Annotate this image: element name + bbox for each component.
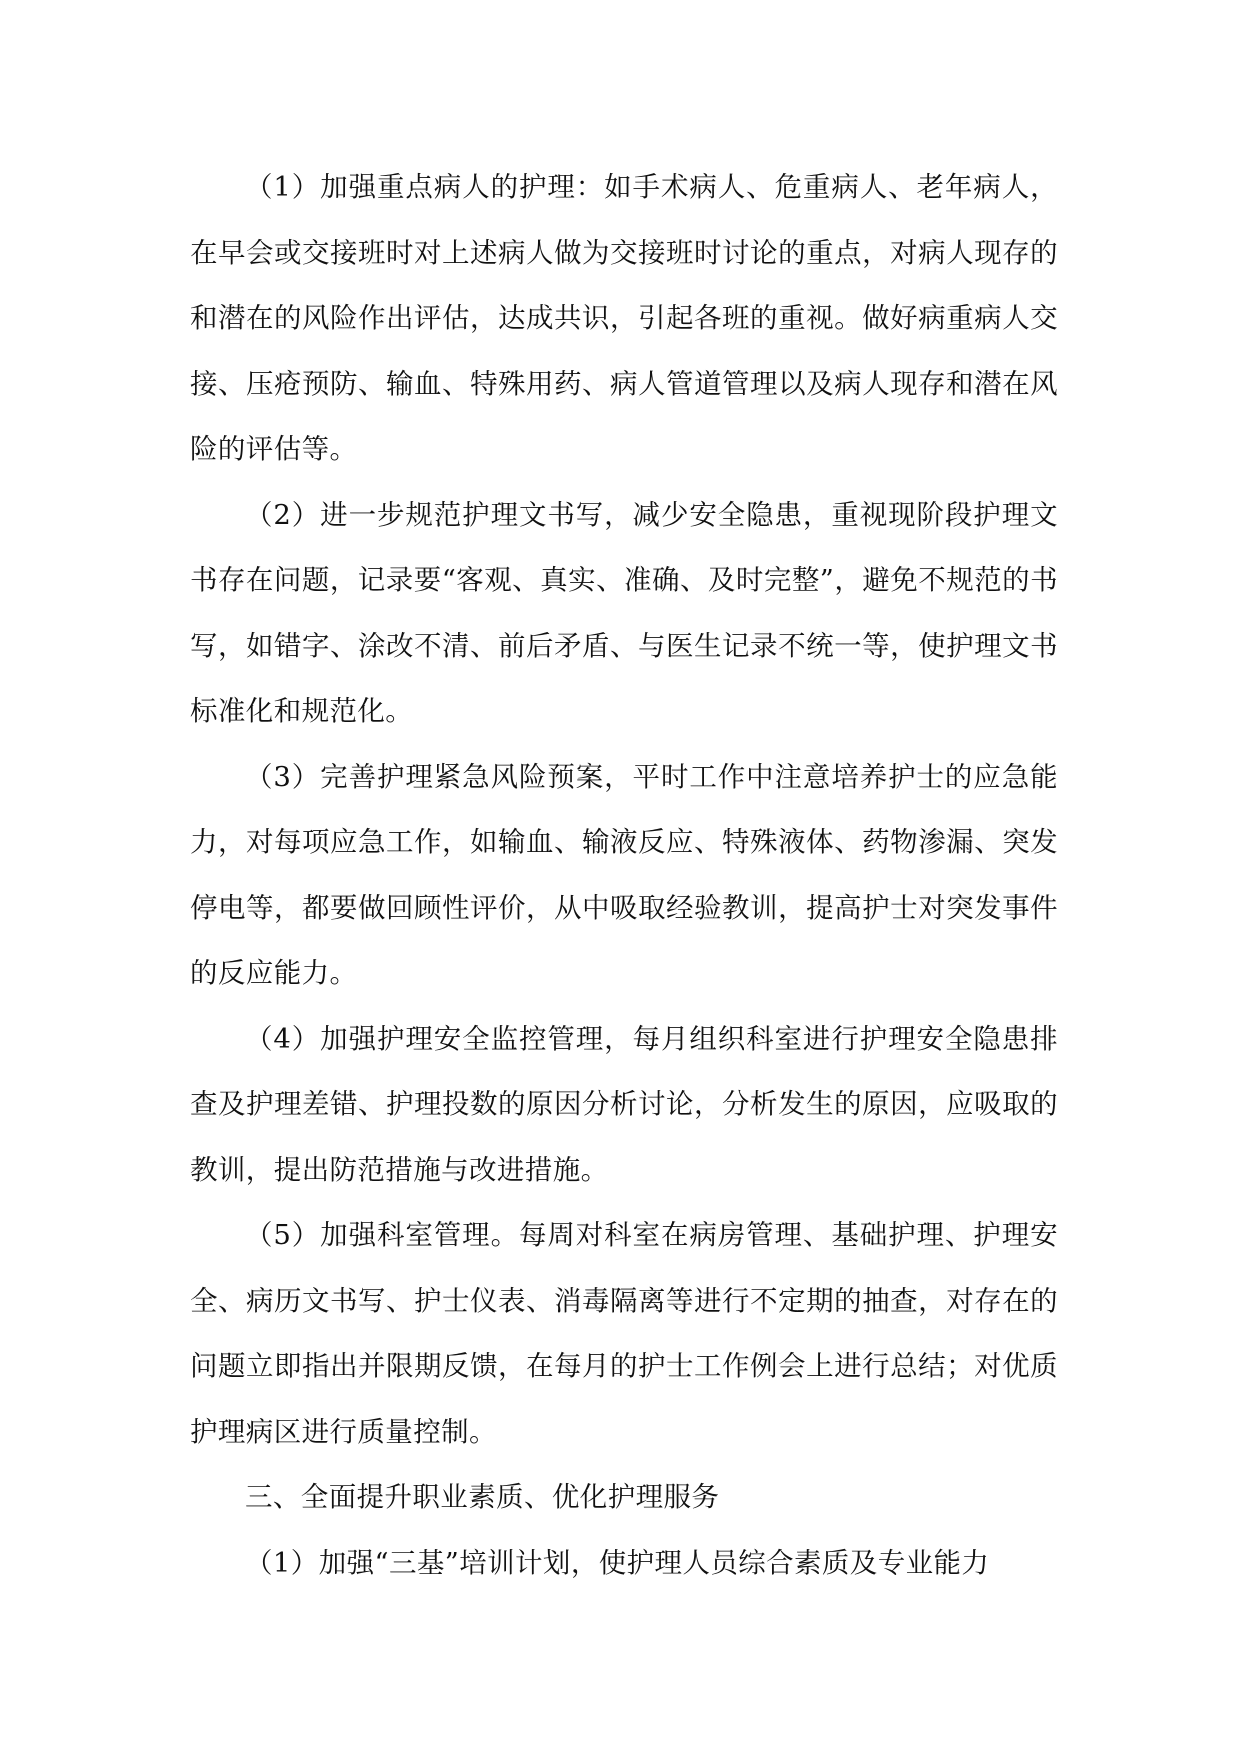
section-heading: 三、全面提升职业素质、优化护理服务 [245, 1481, 720, 1513]
paragraph-department-management: （5）加强科室管理。每周对科室在病房管理、基础护理、护理安全、病历文书写、护士仪表、消毒隔离等进行不定期的抽查，对存在的问题立即指出并限期反馈，在每月的护士工作例会上进行总结；对优质护理病区进行质量控制。 [190, 1219, 1058, 1448]
paragraph-emergency-plan: （3）完善护理紧急风险预案，平时工作中注意培养护士的应急能力，对每项应急工作，如输血、输液反应、特殊液体、药物渗漏、突发停电等，都要做回顾性评价，从中吸取经验教训，提高护士对突发事件的反应能力。 [190, 760, 1058, 989]
paragraph-nursing-documents: （2）进一步规范护理文书写，减少安全隐患，重视现阶段护理文书存在问题，记录要“客观、真实、准确、及时完整”，避免不规范的书写，如错字、涂改不清、前后矛盾、与医生记录不统一等，使护理文书标准化和规范化。 [190, 498, 1058, 727]
paragraph-three-basics-training: （1）加强“三基”培训计划，使护理人员综合素质及专业能力 [245, 1546, 990, 1579]
document-body [190, 155, 1058, 1596]
paragraph-key-patient-care: （1）加强重点病人的护理：如手术病人、危重病人、老年病人，在早会或交接班时对上述病人做为交接班时讨论的重点，对病人现存的和潜在的风险作出评估，达成共识，引起各班的重视。做好病重病人交接、压疮预防、输血、特殊用药、病人管道管理以及病人现存和潜在风险的评估等。 [190, 171, 1058, 465]
paragraph-safety-monitoring: （4）加强护理安全监控管理，每月组织科室进行护理安全隐患排查及护理差错、护理投数的原因分析讨论，分析发生的原因，应吸取的教训，提出防范措施与改进措施。 [190, 1022, 1058, 1186]
